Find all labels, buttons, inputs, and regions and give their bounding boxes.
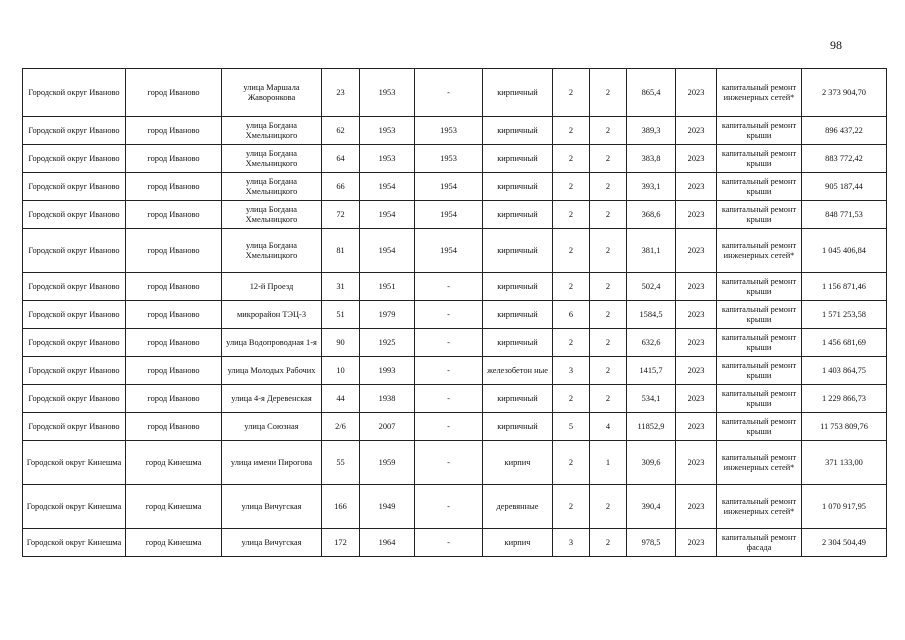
cell-municipality: Городской округ Кинешма: [23, 441, 126, 485]
cell-repair-year: 2023: [676, 145, 717, 173]
cell-municipality: Городской округ Иваново: [23, 201, 126, 229]
cell-cost: 848 771,53: [802, 201, 887, 229]
cell-repair-year: 2023: [676, 485, 717, 529]
table-row: [23, 485, 887, 529]
cell-area: 381,1: [627, 229, 676, 273]
cell-municipality: Городской округ Иваново: [23, 329, 126, 357]
cell-house-number: 64: [322, 145, 360, 173]
cell-repair-year: 2023: [676, 117, 717, 145]
cell-floors: 2: [553, 329, 590, 357]
cell-commissioning-year: -: [415, 69, 483, 117]
cell-work-type: капитальный ремонт крыши: [717, 301, 802, 329]
cell-area: 978,5: [627, 529, 676, 557]
cell-wall-material: кирпичный: [483, 385, 553, 413]
cell-floors: 2: [553, 69, 590, 117]
cell-construction-year: 1993: [360, 357, 415, 385]
cell-wall-material: кирпичный: [483, 329, 553, 357]
cell-street: улица Богдана Хмельницкого: [222, 201, 322, 229]
cell-area: 383,8: [627, 145, 676, 173]
cell-municipality: Городской округ Иваново: [23, 173, 126, 201]
cell-entrances: 2: [590, 329, 627, 357]
cell-street: улица Вичугская: [222, 529, 322, 557]
cell-commissioning-year: 1953: [415, 117, 483, 145]
cell-cost: 1 456 681,69: [802, 329, 887, 357]
cell-area: 309,6: [627, 441, 676, 485]
cell-floors: 2: [553, 145, 590, 173]
cell-floors: 3: [553, 357, 590, 385]
cell-settlement: город Иваново: [126, 229, 222, 273]
cell-repair-year: 2023: [676, 201, 717, 229]
cell-construction-year: 1954: [360, 229, 415, 273]
cell-construction-year: 1954: [360, 173, 415, 201]
cell-construction-year: 1964: [360, 529, 415, 557]
cell-street: улица Богдана Хмельницкого: [222, 229, 322, 273]
cell-construction-year: 1925: [360, 329, 415, 357]
cell-area: 368,6: [627, 201, 676, 229]
cell-repair-year: 2023: [676, 413, 717, 441]
cell-work-type: капитальный ремонт инженерных сетей*: [717, 441, 802, 485]
cell-area: 632,6: [627, 329, 676, 357]
cell-house-number: 90: [322, 329, 360, 357]
cell-commissioning-year: -: [415, 357, 483, 385]
cell-cost: 1 571 253,58: [802, 301, 887, 329]
cell-commissioning-year: 1954: [415, 201, 483, 229]
cell-settlement: город Иваново: [126, 273, 222, 301]
cell-repair-year: 2023: [676, 301, 717, 329]
cell-house-number: 81: [322, 229, 360, 273]
cell-house-number: 62: [322, 117, 360, 145]
cell-settlement: город Иваново: [126, 117, 222, 145]
cell-commissioning-year: -: [415, 529, 483, 557]
cell-municipality: Городской округ Иваново: [23, 273, 126, 301]
cell-wall-material: кирпичный: [483, 173, 553, 201]
cell-repair-year: 2023: [676, 273, 717, 301]
cell-house-number: 10: [322, 357, 360, 385]
table-row: [23, 117, 887, 145]
cell-settlement: город Кинешма: [126, 529, 222, 557]
cell-street: улица Союзная: [222, 413, 322, 441]
cell-entrances: 2: [590, 485, 627, 529]
cell-cost: 11 753 809,76: [802, 413, 887, 441]
cell-floors: 2: [553, 201, 590, 229]
cell-repair-year: 2023: [676, 173, 717, 201]
cell-floors: 2: [553, 485, 590, 529]
cell-commissioning-year: -: [415, 485, 483, 529]
cell-wall-material: деревянные: [483, 485, 553, 529]
cell-settlement: город Иваново: [126, 329, 222, 357]
table-row: [23, 357, 887, 385]
cell-wall-material: кирпичный: [483, 117, 553, 145]
table-row: [23, 385, 887, 413]
cell-construction-year: 1951: [360, 273, 415, 301]
cell-entrances: 2: [590, 529, 627, 557]
cell-commissioning-year: -: [415, 413, 483, 441]
cell-work-type: капитальный ремонт крыши: [717, 173, 802, 201]
cell-entrances: 2: [590, 273, 627, 301]
cell-work-type: капитальный ремонт крыши: [717, 145, 802, 173]
cell-work-type: капитальный ремонт крыши: [717, 357, 802, 385]
cell-cost: 905 187,44: [802, 173, 887, 201]
cell-commissioning-year: -: [415, 441, 483, 485]
cell-municipality: Городской округ Иваново: [23, 145, 126, 173]
cell-wall-material: железобетон ные: [483, 357, 553, 385]
cell-entrances: 2: [590, 357, 627, 385]
cell-commissioning-year: 1954: [415, 173, 483, 201]
table-row: [23, 201, 887, 229]
cell-repair-year: 2023: [676, 229, 717, 273]
cell-house-number: 66: [322, 173, 360, 201]
cell-settlement: город Иваново: [126, 301, 222, 329]
table-row: [23, 529, 887, 557]
cell-settlement: город Иваново: [126, 69, 222, 117]
cell-commissioning-year: -: [415, 273, 483, 301]
cell-commissioning-year: 1953: [415, 145, 483, 173]
housing-repair-table: [22, 68, 887, 557]
cell-area: 1584,5: [627, 301, 676, 329]
cell-floors: 2: [553, 385, 590, 413]
cell-repair-year: 2023: [676, 385, 717, 413]
cell-entrances: 2: [590, 201, 627, 229]
cell-cost: 371 133,00: [802, 441, 887, 485]
cell-settlement: город Иваново: [126, 173, 222, 201]
cell-street: улица Маршала Жаворонкова: [222, 69, 322, 117]
cell-construction-year: 2007: [360, 413, 415, 441]
cell-commissioning-year: -: [415, 329, 483, 357]
cell-house-number: 55: [322, 441, 360, 485]
cell-construction-year: 1959: [360, 441, 415, 485]
cell-settlement: город Кинешма: [126, 441, 222, 485]
cell-construction-year: 1949: [360, 485, 415, 529]
cell-settlement: город Иваново: [126, 145, 222, 173]
cell-entrances: 2: [590, 69, 627, 117]
table-row: [23, 145, 887, 173]
cell-street: улица имени Пирогова: [222, 441, 322, 485]
cell-area: 534,1: [627, 385, 676, 413]
cell-wall-material: кирпичный: [483, 413, 553, 441]
cell-wall-material: кирпичный: [483, 201, 553, 229]
cell-repair-year: 2023: [676, 357, 717, 385]
cell-wall-material: кирпичный: [483, 145, 553, 173]
table-row: [23, 173, 887, 201]
cell-municipality: Городской округ Иваново: [23, 385, 126, 413]
cell-wall-material: кирпич: [483, 529, 553, 557]
cell-entrances: 2: [590, 173, 627, 201]
cell-street: микрорайон ТЭЦ-3: [222, 301, 322, 329]
cell-area: 502,4: [627, 273, 676, 301]
cell-work-type: капитальный ремонт крыши: [717, 329, 802, 357]
table-row: [23, 441, 887, 485]
cell-cost: 1 070 917,95: [802, 485, 887, 529]
cell-wall-material: кирпич: [483, 441, 553, 485]
cell-street: улица Вичугская: [222, 485, 322, 529]
cell-entrances: 2: [590, 229, 627, 273]
cell-municipality: Городской округ Иваново: [23, 117, 126, 145]
cell-cost: 1 156 871,46: [802, 273, 887, 301]
cell-construction-year: 1953: [360, 145, 415, 173]
cell-work-type: капитальный ремонт инженерных сетей*: [717, 485, 802, 529]
cell-settlement: город Иваново: [126, 385, 222, 413]
cell-wall-material: кирпичный: [483, 301, 553, 329]
cell-area: 393,1: [627, 173, 676, 201]
cell-floors: 2: [553, 229, 590, 273]
cell-work-type: капитальный ремонт инженерных сетей*: [717, 229, 802, 273]
cell-work-type: капитальный ремонт инженерных сетей*: [717, 69, 802, 117]
cell-entrances: 2: [590, 385, 627, 413]
table-row: [23, 413, 887, 441]
cell-repair-year: 2023: [676, 69, 717, 117]
cell-area: 390,4: [627, 485, 676, 529]
cell-area: 389,3: [627, 117, 676, 145]
cell-construction-year: 1979: [360, 301, 415, 329]
cell-repair-year: 2023: [676, 441, 717, 485]
cell-municipality: Городской округ Иваново: [23, 69, 126, 117]
cell-street: улица Водопроводная 1-я: [222, 329, 322, 357]
cell-construction-year: 1953: [360, 117, 415, 145]
cell-area: 11852,9: [627, 413, 676, 441]
cell-area: 1415,7: [627, 357, 676, 385]
cell-municipality: Городской округ Иваново: [23, 413, 126, 441]
cell-house-number: 172: [322, 529, 360, 557]
cell-cost: 896 437,22: [802, 117, 887, 145]
cell-wall-material: кирпичный: [483, 229, 553, 273]
cell-floors: 5: [553, 413, 590, 441]
cell-work-type: капитальный ремонт крыши: [717, 413, 802, 441]
table-row: [23, 301, 887, 329]
cell-repair-year: 2023: [676, 529, 717, 557]
cell-entrances: 4: [590, 413, 627, 441]
cell-cost: 1 229 866,73: [802, 385, 887, 413]
cell-commissioning-year: -: [415, 301, 483, 329]
cell-municipality: Городской округ Иваново: [23, 301, 126, 329]
cell-wall-material: кирпичный: [483, 69, 553, 117]
cell-work-type: капитальный ремонт крыши: [717, 201, 802, 229]
cell-commissioning-year: 1954: [415, 229, 483, 273]
cell-municipality: Городской округ Иваново: [23, 357, 126, 385]
cell-house-number: 2/6: [322, 413, 360, 441]
cell-work-type: капитальный ремонт фасада: [717, 529, 802, 557]
cell-house-number: 23: [322, 69, 360, 117]
table-row: [23, 273, 887, 301]
cell-work-type: капитальный ремонт крыши: [717, 385, 802, 413]
cell-settlement: город Иваново: [126, 413, 222, 441]
cell-repair-year: 2023: [676, 329, 717, 357]
cell-wall-material: кирпичный: [483, 273, 553, 301]
cell-entrances: 2: [590, 117, 627, 145]
table-row: [23, 69, 887, 117]
cell-municipality: Городской округ Иваново: [23, 229, 126, 273]
cell-street: 12-й Проезд: [222, 273, 322, 301]
cell-cost: 1 045 406,84: [802, 229, 887, 273]
cell-construction-year: 1953: [360, 69, 415, 117]
cell-entrances: 1: [590, 441, 627, 485]
cell-house-number: 72: [322, 201, 360, 229]
cell-settlement: город Иваново: [126, 357, 222, 385]
cell-entrances: 2: [590, 301, 627, 329]
cell-cost: 883 772,42: [802, 145, 887, 173]
cell-settlement: город Кинешма: [126, 485, 222, 529]
cell-cost: 2 373 904,70: [802, 69, 887, 117]
cell-street: улица Богдана Хмельницкого: [222, 117, 322, 145]
cell-construction-year: 1954: [360, 201, 415, 229]
table-row: [23, 229, 887, 273]
cell-cost: 1 403 864,75: [802, 357, 887, 385]
cell-street: улица Богдана Хмельницкого: [222, 145, 322, 173]
cell-street: улица Молодых Рабочих: [222, 357, 322, 385]
page-number: 98: [830, 38, 842, 52]
cell-settlement: город Иваново: [126, 201, 222, 229]
cell-house-number: 51: [322, 301, 360, 329]
cell-floors: 2: [553, 173, 590, 201]
cell-floors: 2: [553, 117, 590, 145]
cell-area: 865,4: [627, 69, 676, 117]
cell-floors: 6: [553, 301, 590, 329]
cell-commissioning-year: -: [415, 385, 483, 413]
cell-house-number: 31: [322, 273, 360, 301]
cell-house-number: 166: [322, 485, 360, 529]
cell-street: улица Богдана Хмельницкого: [222, 173, 322, 201]
cell-floors: 3: [553, 529, 590, 557]
cell-work-type: капитальный ремонт крыши: [717, 117, 802, 145]
cell-municipality: Городской округ Кинешма: [23, 485, 126, 529]
cell-entrances: 2: [590, 145, 627, 173]
cell-construction-year: 1938: [360, 385, 415, 413]
cell-municipality: Городской округ Кинешма: [23, 529, 126, 557]
cell-floors: 2: [553, 273, 590, 301]
cell-house-number: 44: [322, 385, 360, 413]
cell-street: улица 4-я Деревенская: [222, 385, 322, 413]
table-row: [23, 329, 887, 357]
cell-work-type: капитальный ремонт крыши: [717, 273, 802, 301]
cell-floors: 2: [553, 441, 590, 485]
cell-cost: 2 304 504,49: [802, 529, 887, 557]
